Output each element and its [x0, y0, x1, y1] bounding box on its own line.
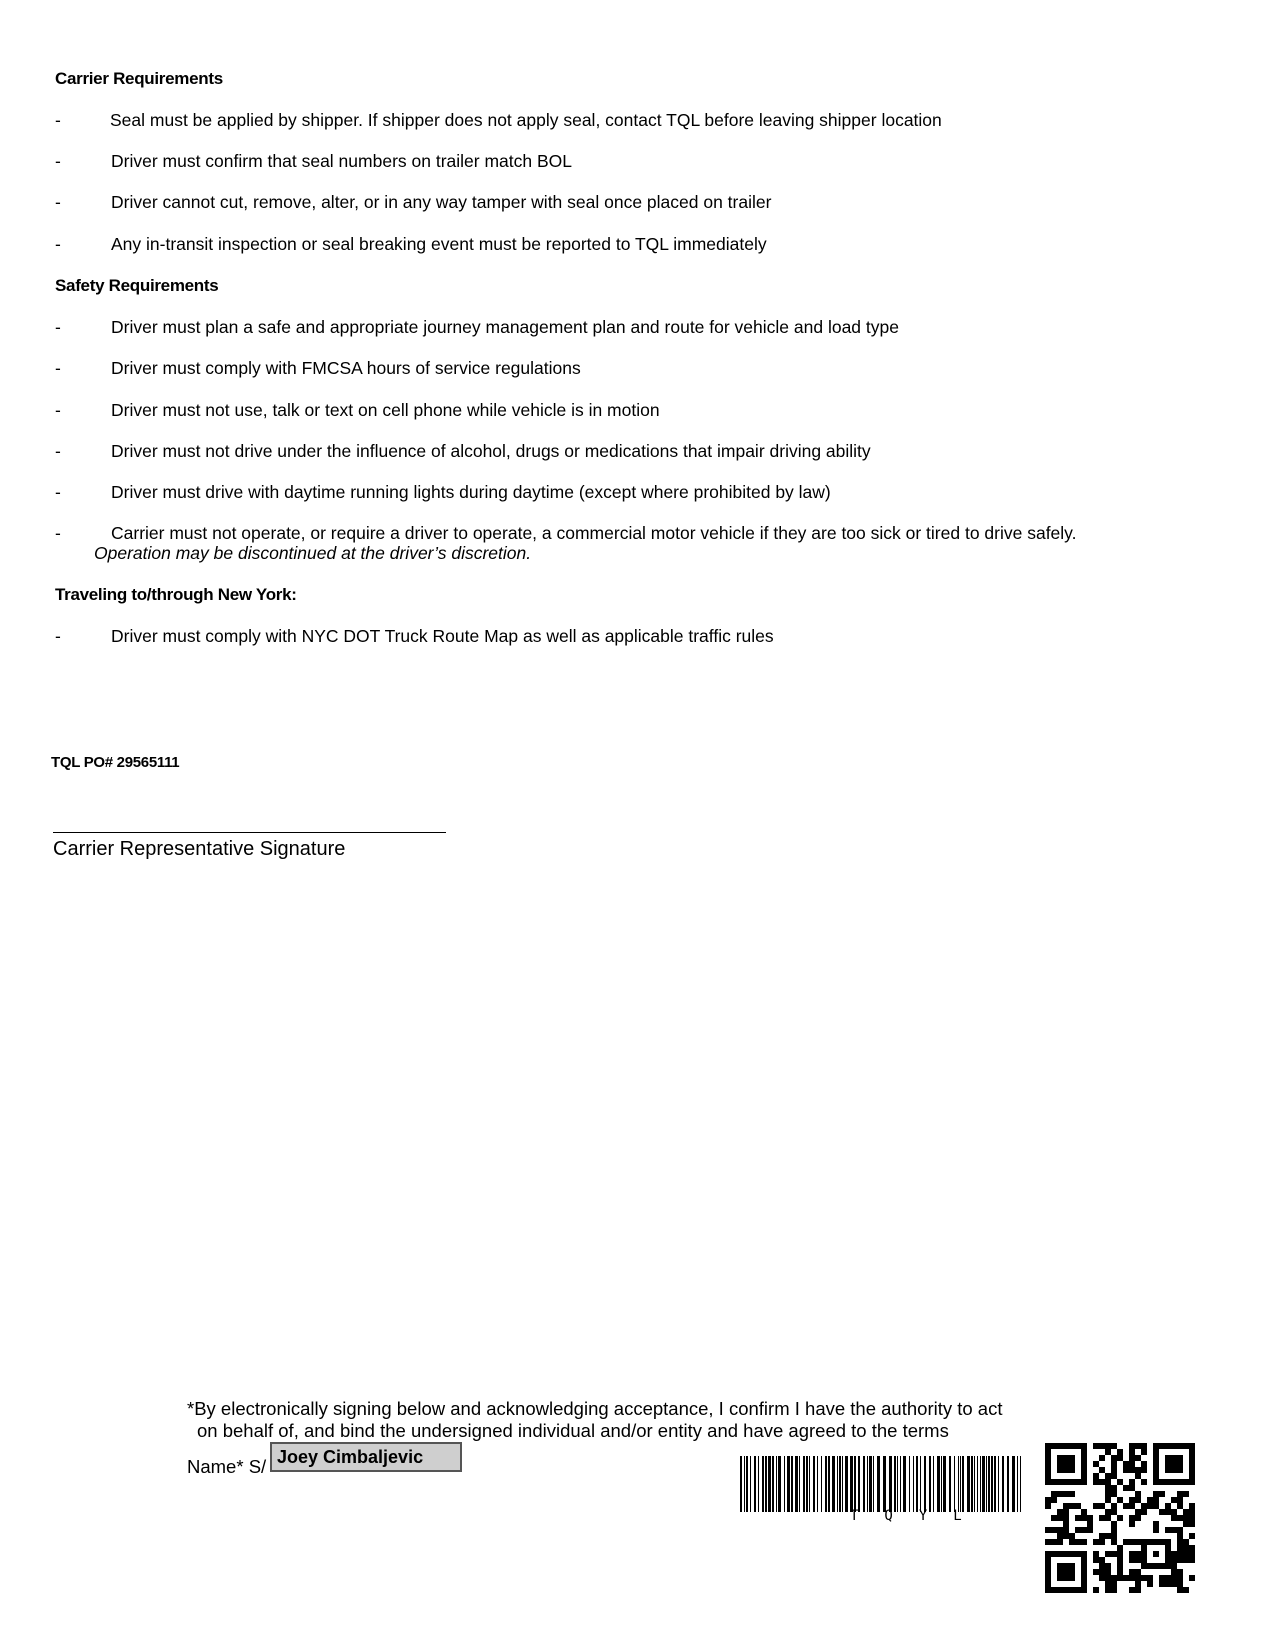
bullet-dash: -: [55, 482, 61, 502]
bullet-dash: -: [55, 110, 61, 130]
safety-requirement-text: Carrier must not operate, or require a driver to operate, a commercial motor vehicle if they are too sick or tired to drive safely.: [111, 523, 1077, 543]
signature-label: Carrier Representative Signature: [53, 838, 346, 860]
bullet-dash: -: [55, 626, 61, 646]
safety-requirement-text: Driver must not drive under the influence of alcohol, drugs or medications that impair driving ability: [111, 441, 871, 461]
name-label: Name* S/: [187, 1456, 267, 1477]
carrier-requirement-text: Driver must confirm that seal numbers on trailer match BOL: [111, 151, 572, 171]
safety-requirement-text: Driver must plan a safe and appropriate journey management plan and route for vehicle and load type: [111, 317, 899, 337]
carrier-requirement-text: Driver cannot cut, remove, alter, or in any way tamper with seal once placed on trailer: [111, 192, 772, 212]
acknowledgement-line: *By electronically signing below and acknowledging acceptance, I confirm I have the authority to act: [187, 1398, 1003, 1419]
po-number: TQL PO# 29565111: [51, 754, 180, 771]
carrier-requirement-text: Any in-transit inspection or seal breaking event must be reported to TQL immediately: [111, 234, 767, 254]
acknowledgement-line: on behalf of, and bind the undersigned individual and/or entity and have agreed to the terms: [197, 1420, 949, 1441]
name-signature-field[interactable]: Joey Cimbaljevic: [270, 1442, 462, 1472]
safety-requirements-heading: Safety Requirements: [55, 276, 219, 295]
acknowledgement-text: [187, 1398, 1003, 1442]
bullet-dash: -: [55, 400, 61, 420]
bullet-dash: -: [55, 192, 61, 212]
bullet-dash: -: [55, 523, 61, 543]
new-york-heading: Traveling to/through New York:: [55, 585, 297, 604]
new-york-requirement-text: Driver must comply with NYC DOT Truck Route Map as well as applicable traffic rules: [111, 626, 774, 646]
bullet-dash: -: [55, 151, 61, 171]
carrier-requirements-heading: Carrier Requirements: [55, 69, 223, 88]
safety-requirement-text: Driver must comply with FMCSA hours of service regulations: [111, 358, 581, 378]
bullet-dash: -: [55, 317, 61, 337]
safety-requirement-text: Driver must drive with daytime running lights during daytime (except where prohibited by law): [111, 482, 831, 502]
safety-note: Operation may be discontinued at the driver’s discretion.: [94, 543, 532, 563]
qr-code-icon: [1045, 1443, 1195, 1593]
bullet-dash: -: [55, 358, 61, 378]
safety-requirement-text: Driver must not use, talk or text on cell phone while vehicle is in motion: [111, 400, 660, 420]
bullet-dash: -: [55, 234, 61, 254]
barcode-icon: [740, 1456, 1024, 1512]
signature-line: [53, 832, 446, 833]
barcode-text: TQYL: [850, 1508, 988, 1524]
bullet-dash: -: [55, 441, 61, 461]
carrier-requirement-text: Seal must be applied by shipper. If shipper does not apply seal, contact TQL before leaving shipper location: [110, 110, 942, 130]
